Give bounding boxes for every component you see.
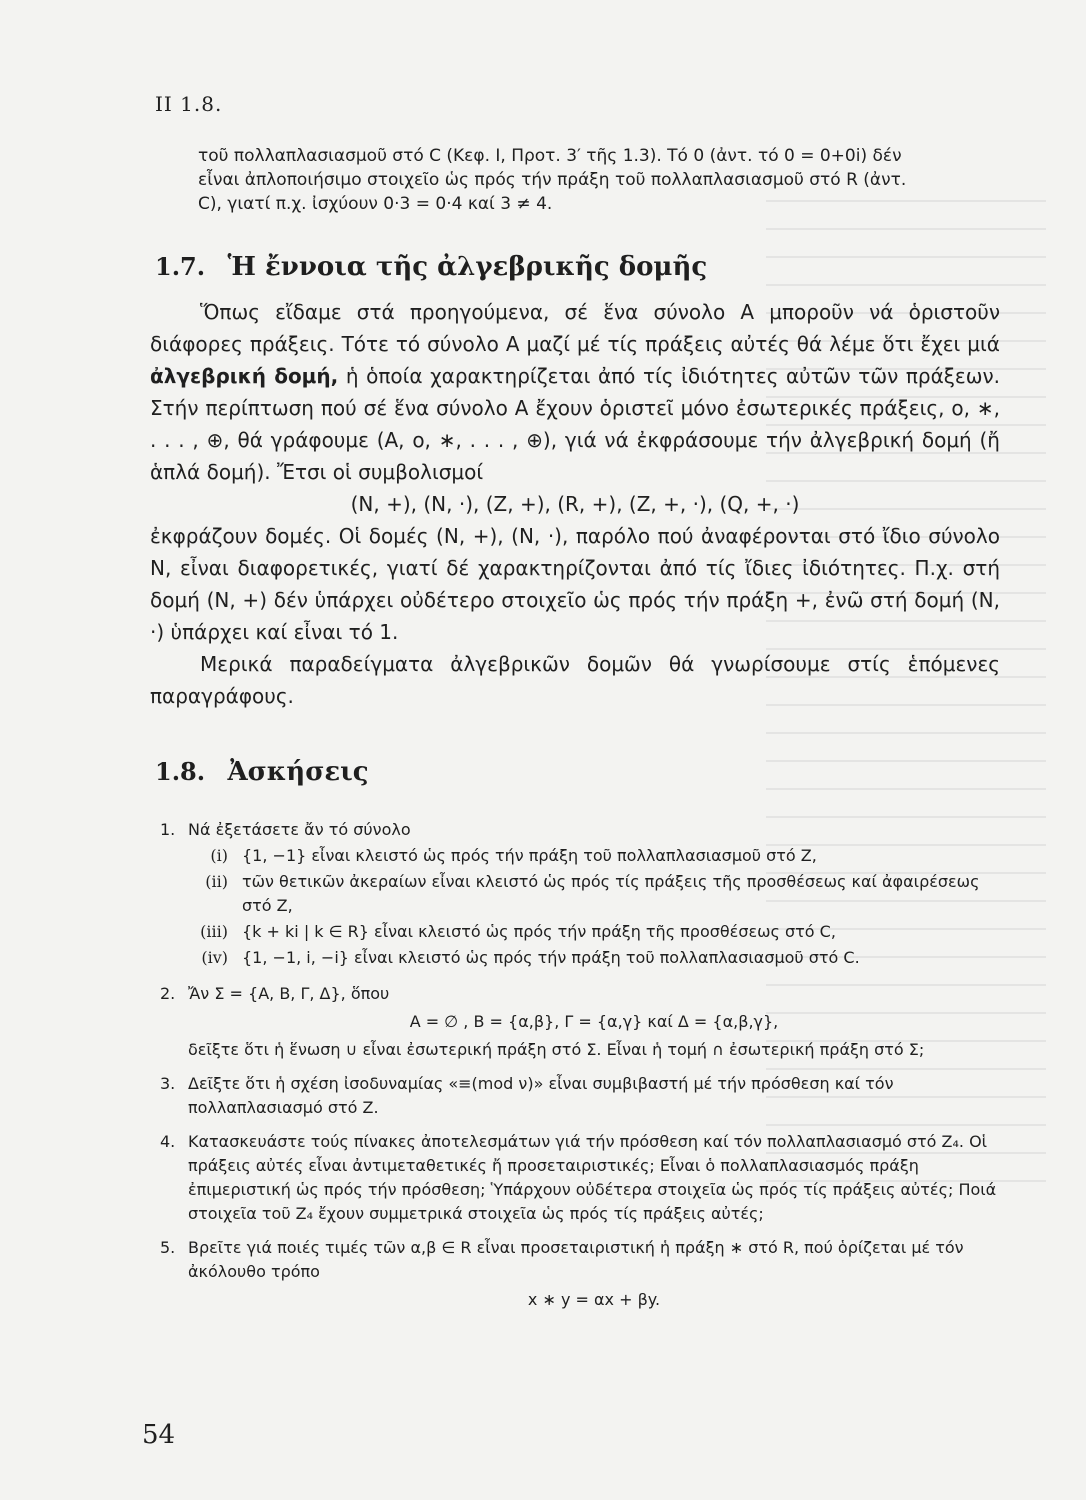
sub-label: (ii) bbox=[205, 872, 228, 891]
section-number: 1.8. bbox=[155, 757, 206, 786]
exercise-formula: x ∗ y = αx + βy. bbox=[527, 1290, 661, 1309]
section-title: Ἀσκήσεις bbox=[227, 757, 369, 787]
sub-label: (iv) bbox=[201, 948, 228, 967]
sub-item bbox=[188, 920, 1000, 944]
sub-text: {k + ki | k ∈ R} εἶναι κλειστό ὡς πρός τήν πράξη τῆς προσθέσεως στό C, bbox=[242, 922, 836, 941]
paragraph bbox=[150, 296, 1000, 488]
exercise-content bbox=[188, 1236, 1000, 1316]
text-line: C), γιατί π.χ. ἰσχύουν 0·3 = 0·4 καί 3 ≠ 4. bbox=[198, 194, 553, 214]
sub-text: {1, −1} εἶναι κλειστό ὡς πρός τήν πράξη τοῦ πολλαπλασιασμοῦ στό Z, bbox=[242, 846, 817, 865]
paragraph: Μερικά παραδείγματα ἀλγεβρικῶν δομῶν θά γνωρίσουμε στίς ἑπόμενες παραγράφους. bbox=[150, 652, 1000, 708]
exercise-formula: A = ∅ , B = {α,β}, Γ = {α,γ} καί Δ = {α,β,γ}, bbox=[409, 1012, 779, 1031]
page-number: 54 bbox=[142, 1420, 176, 1450]
exercise-text: Κατασκευάστε τούς πίνακες ἀποτελεσμάτων γιά τήν πρόσθεση καί τόν πολλαπλασιασμό στό Z₄. Οἱ πράξεις αὐτές εἶναι ἀντιμεταθετικές ἤ προσεταιριστικές; Εἶναι ὁ πολλαπλασιασμός πράξη ἐπιμεριστική ὡς πρός τήν πρόσθεση; Ὑπάρχουν οὐδέτερα στοιχεῖα ὡς πρός τίς πράξεις αὐτές; Ποιά στοιχεῖα τοῦ Z₄ ἔχουν συμμετρικά στοιχεῖα ὡς πρός τίς πράξεις αὐτές; bbox=[188, 1132, 997, 1223]
sub-item bbox=[188, 870, 1000, 918]
exercise-number: 4. bbox=[160, 1132, 176, 1151]
section-heading-1-8 bbox=[155, 757, 369, 787]
exercise-item bbox=[160, 982, 1000, 1062]
text-run: Ὅπως εἴδαμε στά προηγούμενα, σέ ἕνα σύνολο A μποροῦν νά ὁριστοῦν διάφορες πράξεις. Τότε τό σύνολο A μαζί μέ τίς πράξεις αὐτές θά λέμε ὅτι ἔχει μιά bbox=[150, 300, 1000, 356]
exercise-text: Βρεῖτε γιά ποιές τιμές τῶν α,β ∈ R εἶναι προσεταιριστική ἡ πράξη ∗ στό R, πού ὁρίζεται μέ τόν ἀκόλουθο τρόπο bbox=[188, 1238, 964, 1281]
section-body bbox=[150, 296, 1000, 712]
exercise-item bbox=[160, 1236, 1000, 1316]
text-line: τοῦ πολλαπλασιασμοῦ στό C (Κεφ. I, Προτ. 3′ τῆς 1.3). Τό 0 (ἀντ. τό 0 = 0+0i) δέν bbox=[198, 146, 902, 166]
bold-term: ἀλγεβρική δομή, bbox=[150, 364, 339, 388]
exercise-number: 5. bbox=[160, 1238, 176, 1257]
section-number: 1.7. bbox=[155, 252, 206, 281]
running-header: II 1.8. bbox=[155, 92, 223, 116]
exercise-number: 3. bbox=[160, 1074, 176, 1093]
exercise-text: Νά ἐξετάσετε ἄν τό σύνολο bbox=[188, 820, 411, 839]
exercise-content bbox=[188, 982, 1000, 1062]
sub-text: {1, −1, i, −i} εἶναι κλειστό ὡς πρός τήν πράξη τοῦ πολλαπλασιασμοῦ στό C. bbox=[242, 948, 860, 967]
section-heading-1-7 bbox=[155, 252, 707, 282]
formula-line: (N, +), (N, ·), (Z, +), (R, +), (Z, +, ·), (Q, +, ·) bbox=[350, 492, 800, 516]
sub-item bbox=[188, 946, 1000, 970]
exercise-text: Δεῖξτε ὅτι ἡ σχέση ἰσοδυναμίας «≡(mod ν)» εἶναι συμβιβαστή μέ τήν πρόσθεση καί τόν πολλαπλασιασμό στό Z. bbox=[188, 1074, 894, 1117]
paragraph: ἐκφράζουν δομές. Οἱ δομές (N, +), (N, ·), παρόλο πού ἀναφέρονται στό ἴδιο σύνολο N, εἶναι διαφορετικές, γιατί δέ χαρακτηρίζονται ἀπό τίς ἴδιες ἰδιότητες. Π.χ. στή δομή (N, +) δέν ὑπάρχει οὐδέτερο στοιχεῖο ὡς πρός τήν πράξη +, ἐνῶ στή δομή (N, ·) ὑπάρχει καί εἶναι τό 1. bbox=[150, 524, 1000, 644]
text-line: εἶναι ἀπλοποιήσιμο στοιχεῖο ὡς πρός τήν πράξη τοῦ πολλαπλασιασμοῦ στό R (ἀντ. bbox=[198, 170, 907, 190]
text-run: ἡ ὁποία χαρακτηρίζεται ἀπό τίς ἰδιότητες αὐτῶν τῶν πράξεων. Στήν περίπτωση πού σέ ἕνα σύνολο A ἔχουν ὁριστεῖ μόνο ἐσωτερικές πράξεις, ο, ∗, . . . , ⊕, θά γράφουμε (A, ο, ∗, . . . , ⊕), γιά νά ἐκφράσουμε τήν ἀλγεβρική δομή (ἤ ἁπλά δομή). Ἔτσι οἱ συμβολισμοί bbox=[150, 364, 1000, 484]
exercise-item bbox=[160, 1072, 1000, 1120]
sub-label: (i) bbox=[210, 846, 228, 865]
continuation-paragraph bbox=[198, 144, 998, 216]
exercise-content bbox=[188, 818, 1000, 972]
sub-text: τῶν θετικῶν ἀκεραίων εἶναι κλειστό ὡς πρός τίς πράξεις τῆς προσθέσεως καί ἀφαιρέσεως στό Z, bbox=[242, 872, 980, 915]
sub-item bbox=[188, 844, 1000, 868]
exercise-number: 2. bbox=[160, 984, 176, 1003]
exercise-list bbox=[160, 818, 1000, 1326]
exercise-item bbox=[160, 1130, 1000, 1226]
exercise-text: Ἄν Σ = {A, B, Γ, Δ}, ὅπου bbox=[188, 984, 390, 1003]
exercise-number: 1. bbox=[160, 820, 176, 839]
exercise-text: δεῖξτε ὅτι ἡ ἕνωση ∪ εἶναι ἐσωτερική πράξη στό Σ. Εἶναι ἡ τομή ∩ ἐσωτερική πράξη στό Σ; bbox=[188, 1040, 925, 1059]
exercise-item bbox=[160, 818, 1000, 972]
sub-label: (iii) bbox=[200, 922, 228, 941]
section-title: Ἡ ἔννοια τῆς ἀλγεβρικῆς δομῆς bbox=[227, 252, 708, 282]
